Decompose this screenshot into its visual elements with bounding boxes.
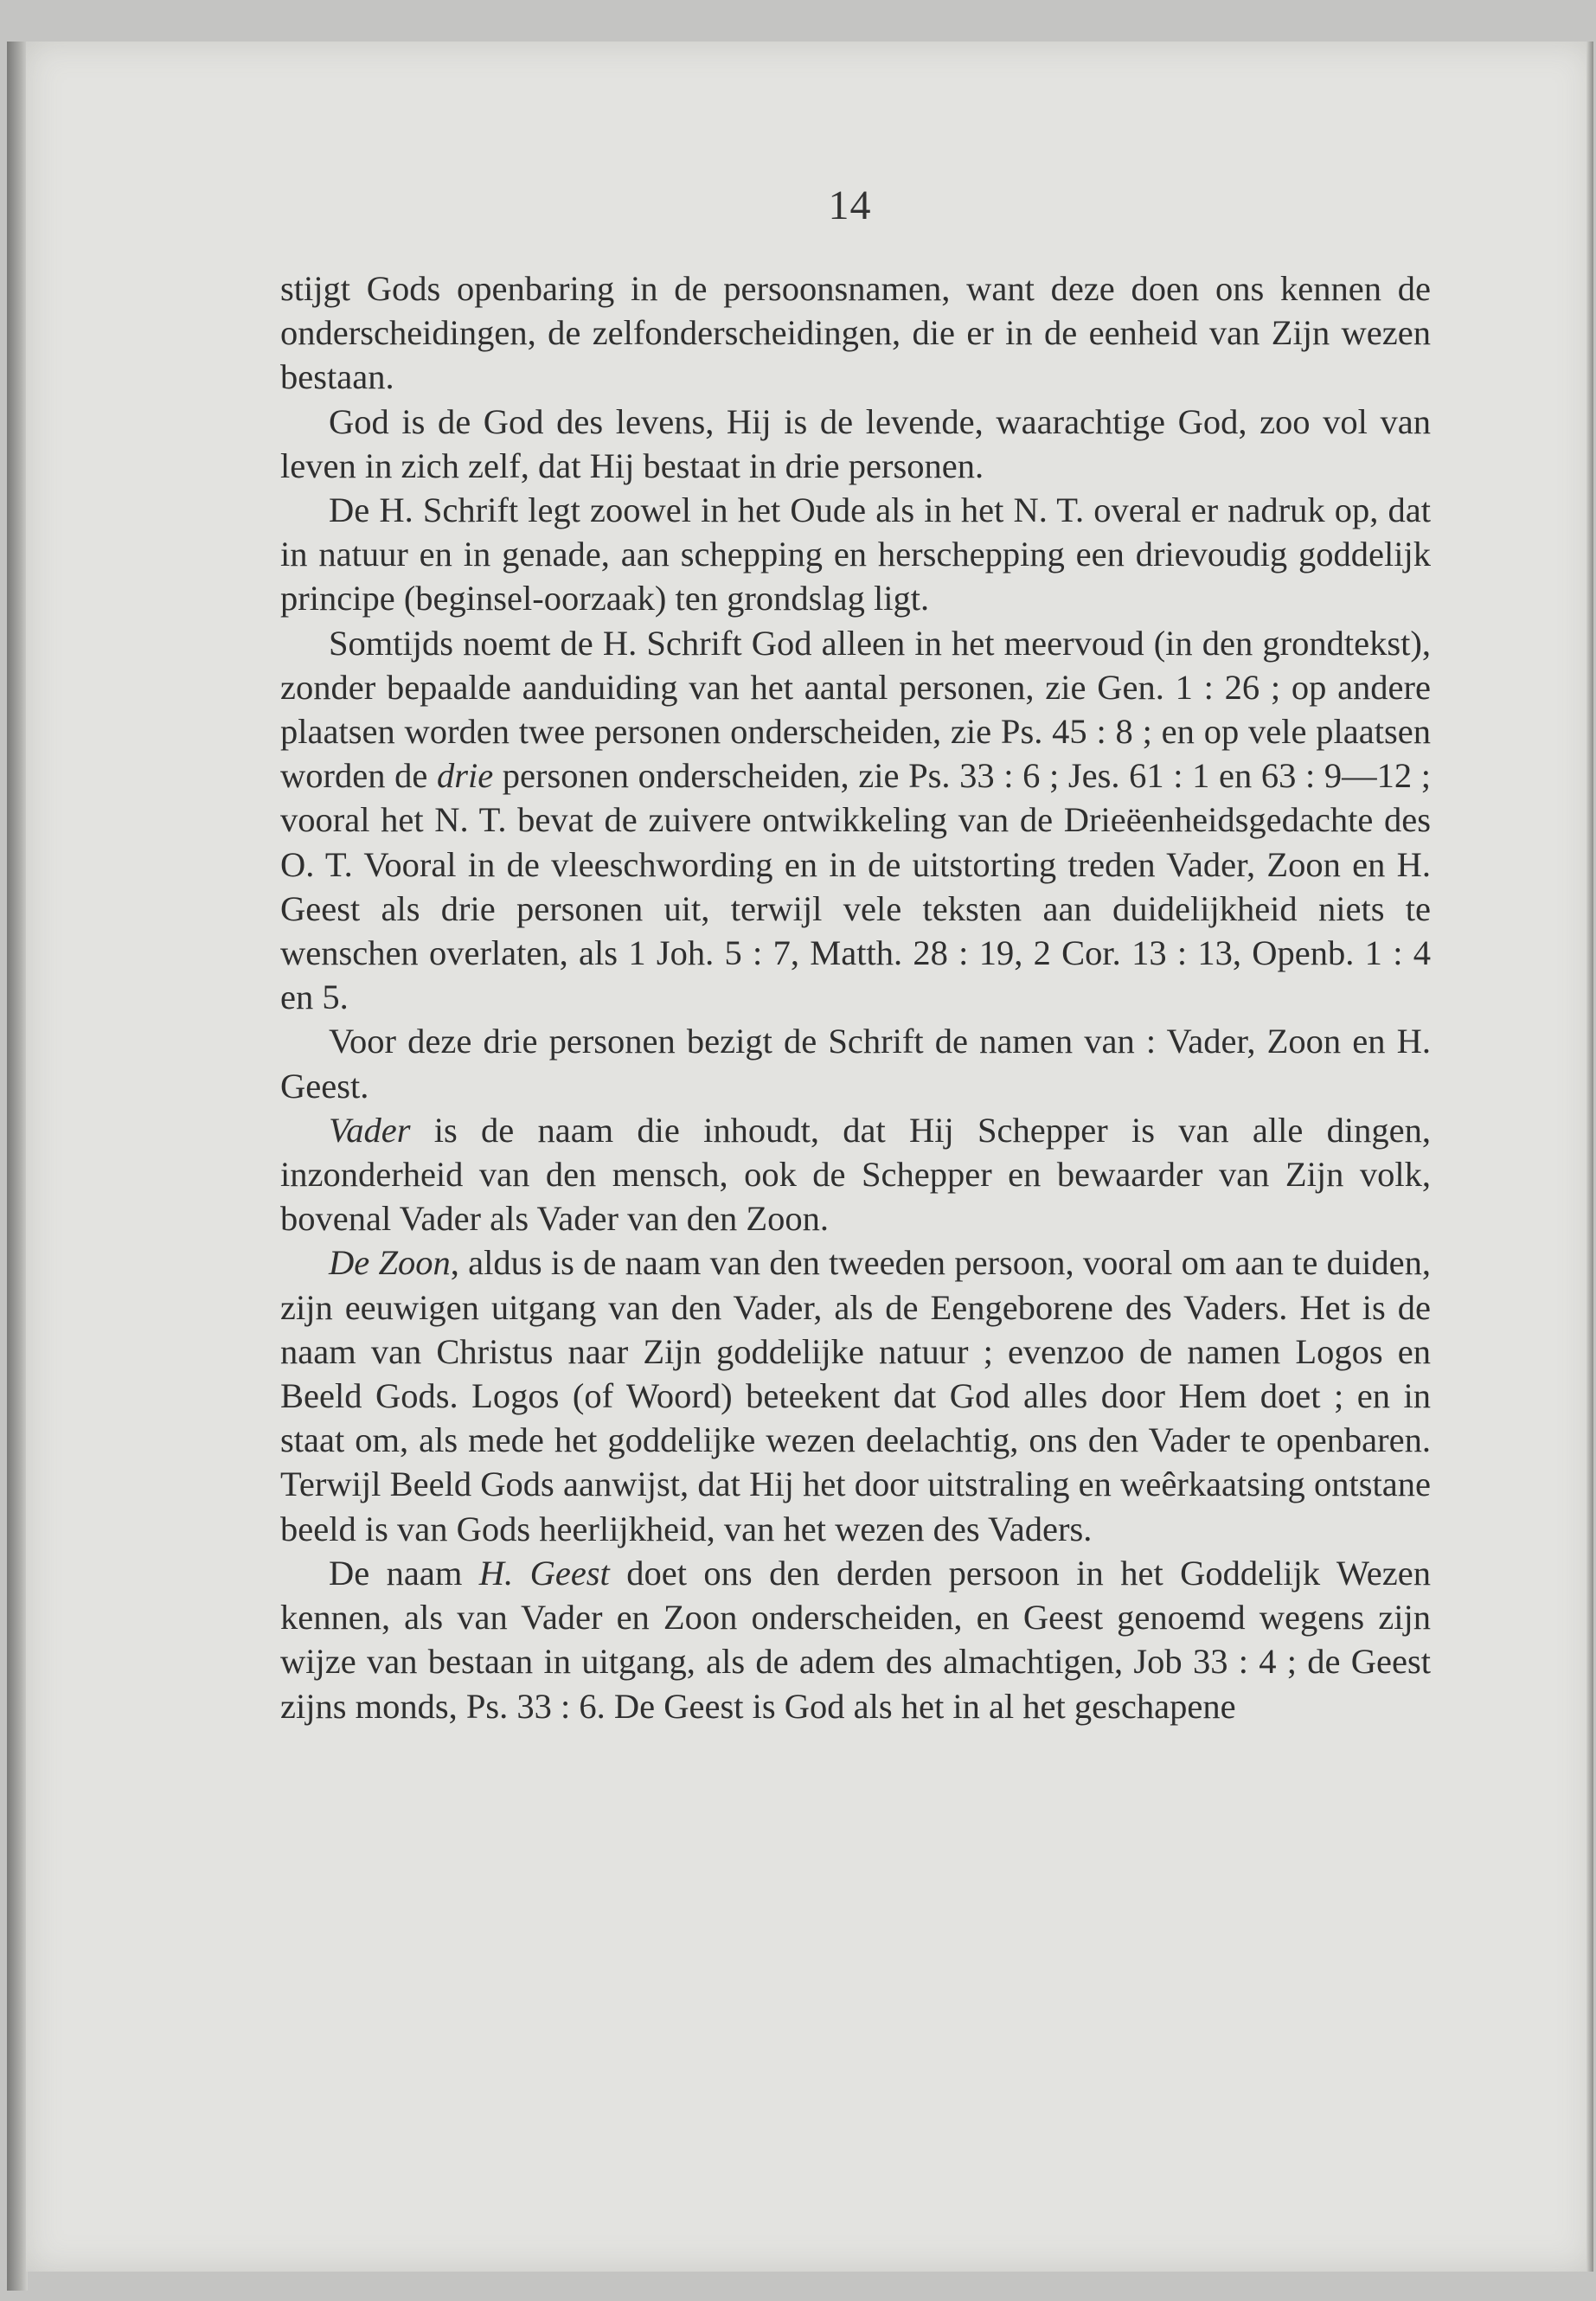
paragraph-text: , aldus is de naam van den tweeden persoon, vooral om aan te duiden, zijn eeuwigen uitgang van den Vader, als de Eengeborene des Vaders. Het is de naam van Christus naar Zijn goddelijke natuur ; evenzoo de namen Logos en Beeld Gods. Logos (of Woord) beteekent dat God alles door Hem doet ; en in staat om, als mede het goddelijke wezen deelachtig, ons den Vader te openbaren. Terwijl Beeld Gods aanwijst, dat Hij het door uitstraling en weêrkaatsing ontstane beeld is van Gods heerlijkheid, van het wezen des Vaders. bbox=[280, 1243, 1431, 1548]
paragraph-6 bbox=[280, 1240, 1431, 1550]
paragraph-2 bbox=[280, 488, 1431, 621]
paragraph-text: Voor deze drie personen bezigt de Schrift de namen van : Vader, Zoon en H. Geest. bbox=[280, 1022, 1431, 1106]
paragraph-0 bbox=[280, 266, 1431, 400]
paragraph-7 bbox=[280, 1551, 1431, 1728]
book-binding-edge bbox=[7, 42, 28, 2291]
paragraph-text: doet ons den derden persoon in het Goddelijk Wezen kennen, als van Vader en Zoon onderscheiden, en Geest genoemd wegens zijn wijze van bestaan in uitgang, als de adem des almachtigen, Job 33 : 4 ; de Geest zijns monds, Ps. 33 : 6. De Geest is God als het in al het geschapene bbox=[280, 1553, 1431, 1726]
paragraph-text: God is de God des levens, Hij is de levende, waarachtige God, zoo vol van leven in zich zelf, dat Hij bestaat in drie personen. bbox=[280, 401, 1431, 485]
emphasized-term: De Zoon bbox=[329, 1243, 451, 1283]
paragraph-1 bbox=[280, 400, 1431, 488]
paragraph-text: De naam bbox=[329, 1553, 479, 1593]
paragraph-text: personen onderscheiden, zie Ps. 33 : 6 ; Jes. 61 : 1 en 63 : 9—12 ; vooral het N. T. bevat de zuivere ontwikkeling van de Drieëenheidsgedachte des O. T. Vooral in de vleeschwording en in de uitstorting treden Vader, Zoon en H. Geest als drie personen uit, terwijl vele teksten aan duidelijkheid niets te wenschen overlaten, als 1 Joh. 5 : 7, Matth. 28 : 19, 2 Cor. 13 : 13, Openb. 1 : 4 en 5. bbox=[280, 756, 1431, 1017]
paragraph-4 bbox=[280, 1019, 1431, 1107]
paragraph-text: is de naam die inhoudt, dat Hij Schepper is van alle dingen, inzonderheid van den mensch, ook de Schepper en bewaarder van Zijn volk, bovenal Vader als Vader van den Zoon. bbox=[280, 1110, 1431, 1239]
page-number: 14 bbox=[828, 183, 872, 228]
emphasized-term: drie bbox=[436, 756, 494, 796]
emphasized-term: Vader bbox=[329, 1110, 411, 1150]
paragraph-text: Somtijds noemt de H. Schrift God alleen in het meervoud (in den grondtekst), zonder bepaalde aanduiding van het aantal personen, zie Gen. 1 : 26 ; op andere plaatsen worden twee personen onderscheiden, zie Ps. 45 : 8 ; en op vele plaatsen worden de bbox=[280, 623, 1431, 796]
page-right-edge bbox=[1586, 42, 1593, 2272]
paragraph-text: stijgt Gods openbaring in de persoonsnamen, want deze doen ons kennen de onderscheidingen, de zelfonderscheidingen, die er in de eenheid van Zijn wezen bestaan. bbox=[280, 269, 1431, 397]
emphasized-term: H. Geest bbox=[478, 1553, 610, 1593]
paragraph-5 bbox=[280, 1108, 1431, 1241]
paragraph-text: De H. Schrift legt zoowel in het Oude als in het N. T. overal er nadruk op, dat in natuur en in genade, aan schepping en herschepping een drievoudig goddelijk principe (beginsel-oorzaak) ten grondslag ligt. bbox=[280, 490, 1431, 619]
page-body-text bbox=[280, 266, 1431, 1728]
paragraph-3 bbox=[280, 621, 1431, 1020]
